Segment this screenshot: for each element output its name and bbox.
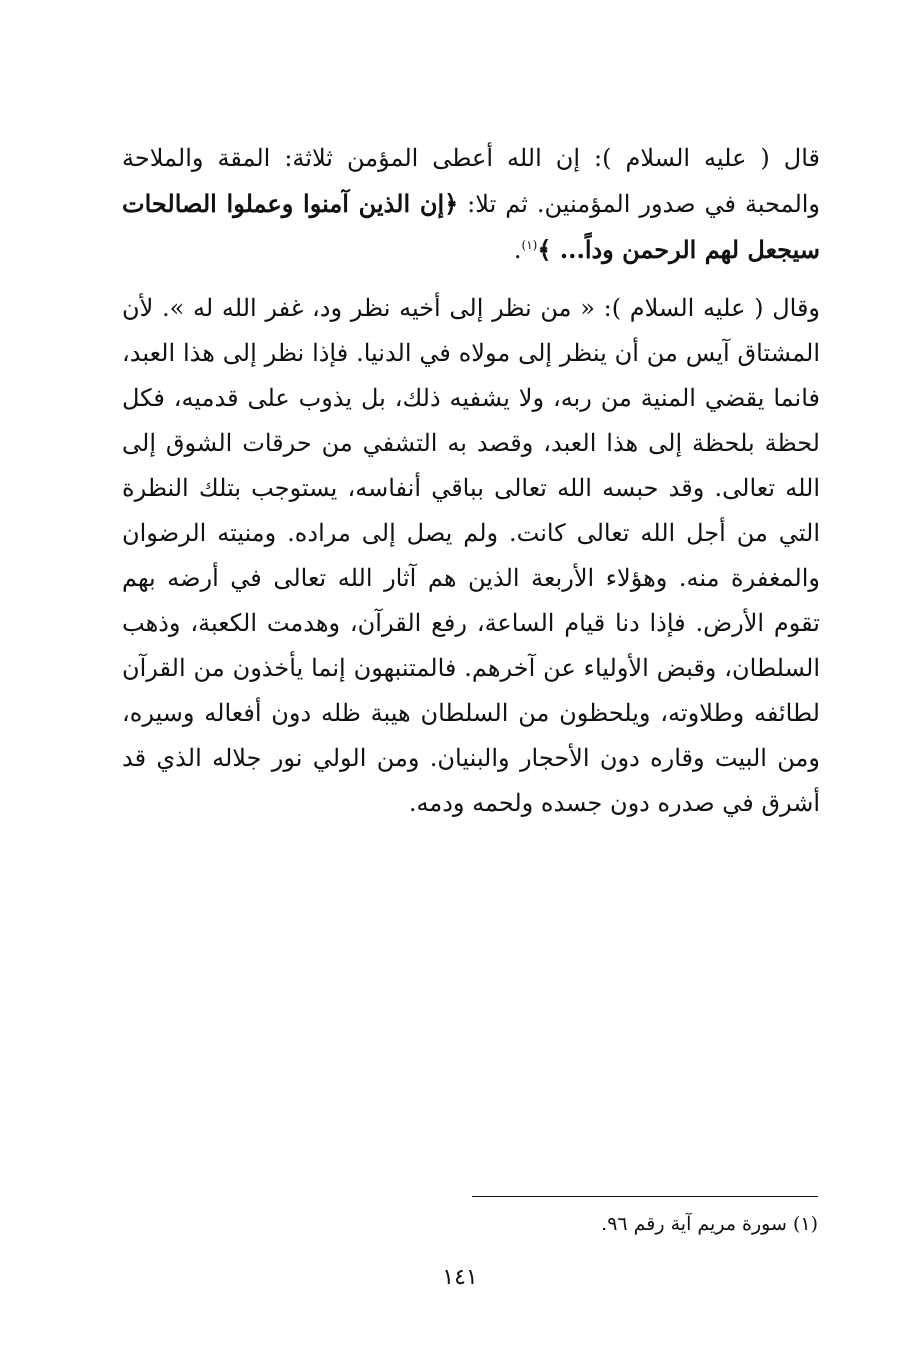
paragraph-1-intro: قال ( عليه السلام ): إن الله أعطى المؤمن ثلاثة: المقة والملاحة والمحبة في صدور المؤمنين. ثم تلا: xyxy=(122,144,821,218)
footnote-separator xyxy=(472,1196,818,1197)
paragraph-2: وقال ( عليه السلام ): « من نظر إلى أخيه نظر ود، غفر الله له ». لأن المشتاق آيس من أن ينظر إلى مولاه في الدنيا. فإذا نظر إلى هذا العبد، فانما يقضي المنية من ربه، ولا يشفيه ذلك، بل يذوب على قدميه، فكل لحظة بلحظة إلى هذا العبد، وقصد به التشفي من حرقات الشوق إلى الله تعالى. وقد حبسه الله تعالى بباقي أنفاسه، يستوجب بتلك النظرة التي من أجل الله تعالى كانت. ولم يصل إلى مراده. ومنيته الرضوان والمغفرة منه. وهؤلاء الأربعة الذين هم آثار الله تعالى في أرضه بهم تقوم الأرض. فإذا دنا قيام الساعة، رفع القرآن، وهدمت الكعبة، وذهب السلطان، وقبض الأولياء عن آخرهم. فالمتنبهون إنما يأخذون من القرآن لطائفه وطلاوته، ويلحظون من السلطان هيبة ظله دون أفعاله وسيره، ومن البيت وقاره دون الأحجار والبنيان. ومن الولي نور جلاله الذي قد أشرق في صدره دون جسده ولحمه ودمه. xyxy=(122,294,820,817)
paragraph-1-end: . xyxy=(513,236,522,264)
paragraph-1 xyxy=(122,136,820,273)
footnote-text: (١) سورة مريم آية رقم ٩٦. xyxy=(601,1213,818,1235)
quran-verse: ﴿إن الذين آمنوا وعملوا الصالحات سيجعل لهم الرحمن وداً... ﴾ xyxy=(122,189,820,264)
page-number: ١٤١ xyxy=(442,1265,478,1290)
footnote-reference[interactable]: (١) xyxy=(521,238,538,252)
